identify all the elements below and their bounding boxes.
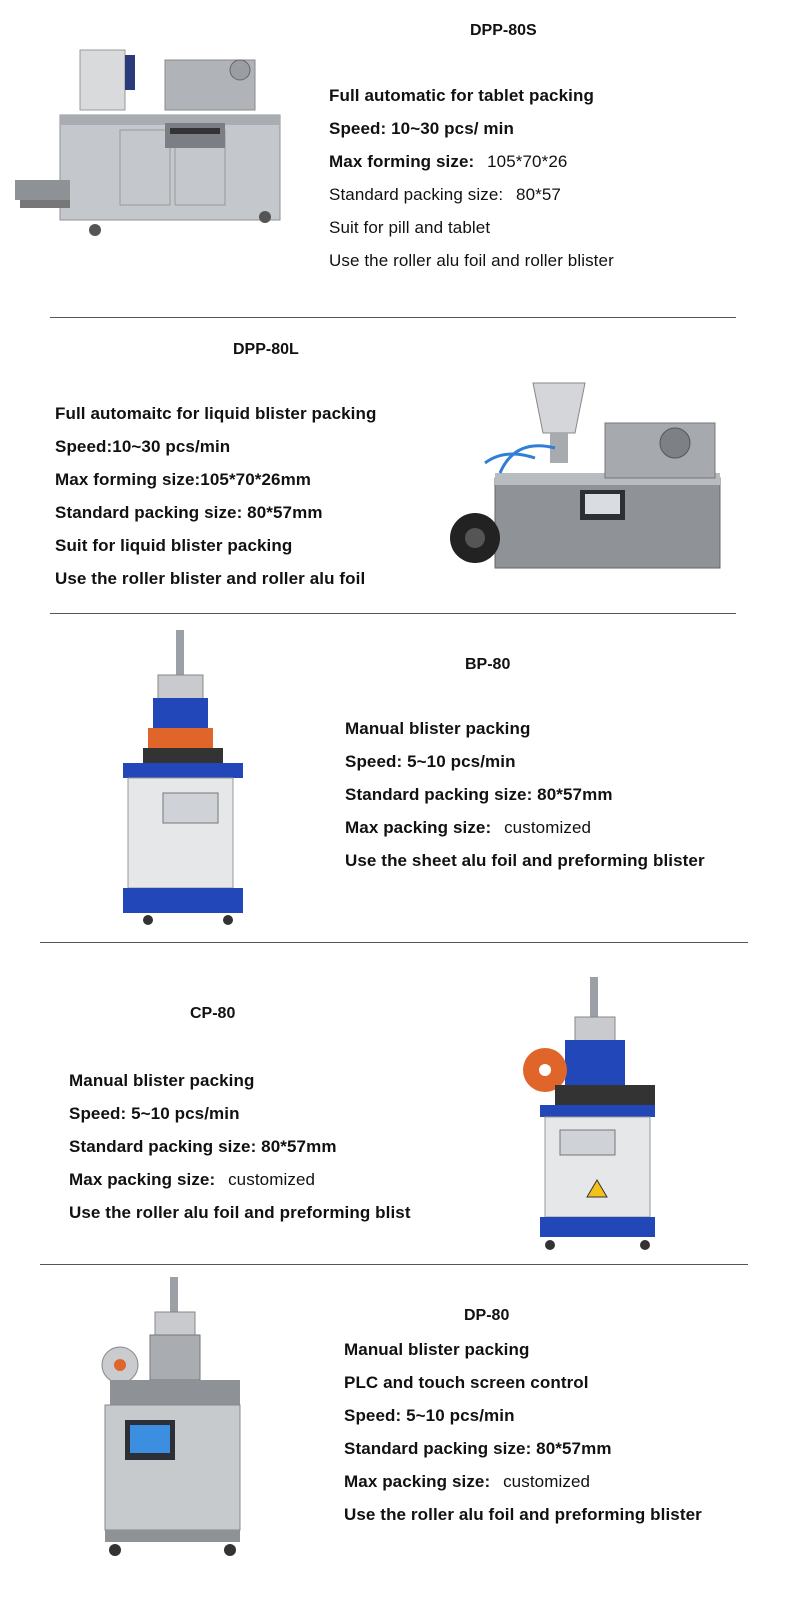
spec-line (329, 152, 567, 172)
spec-line: Standard packing size: 80*57mm (345, 785, 613, 804)
spec-line: Use the roller alu foil and preforming blister (344, 1505, 702, 1524)
spec-line: Standard packing size: 80*57mm (69, 1137, 337, 1156)
dpp-80s-machine-image (15, 45, 285, 240)
spec-line: Suit for liquid blister packing (55, 536, 293, 555)
spec-line (69, 1170, 315, 1190)
spec-line: Speed: 5~10 pcs/min (344, 1406, 515, 1425)
section-divider (50, 613, 736, 614)
spec-line (345, 818, 591, 838)
spec-line (344, 1472, 590, 1492)
model-title: BP-80 (465, 656, 511, 673)
spec-line: Manual blister packing (69, 1071, 255, 1090)
model-title: DP-80 (464, 1307, 510, 1324)
spec-line: Manual blister packing (345, 719, 531, 738)
section-divider (40, 1264, 748, 1265)
spec-label: Standard packing size: (329, 185, 504, 204)
dpp-80l-machine-image (445, 378, 735, 578)
cp-80-machine-image (520, 975, 670, 1255)
spec-line: Full automaitc for liquid blister packing (55, 404, 377, 423)
spec-line: Use the roller blister and roller alu foil (55, 569, 366, 588)
spec-line: Use the sheet alu foil and preforming blister (345, 851, 705, 870)
spec-line: Speed: 5~10 pcs/min (69, 1104, 240, 1123)
spec-value: 80*57 (516, 185, 561, 204)
spec-line: Full automatic for tablet packing (329, 86, 594, 105)
model-title: DPP-80S (470, 22, 537, 39)
section-divider (50, 317, 736, 318)
spec-value: customized (228, 1170, 316, 1189)
spec-line: Speed: 5~10 pcs/min (345, 752, 516, 771)
spec-line: Max forming size:105*70*26mm (55, 470, 312, 489)
spec-line: Standard packing size: 80*57mm (55, 503, 323, 522)
dp-80-machine-image (100, 1275, 245, 1560)
spec-value: customized (503, 1472, 591, 1491)
spec-label: Max packing size: (69, 1170, 216, 1189)
spec-value: 105*70*26 (487, 152, 568, 171)
spec-line: Suit for pill and tablet (329, 218, 491, 237)
spec-line: Speed: 10~30 pcs/ min (329, 119, 514, 138)
model-title: CP-80 (190, 1005, 236, 1022)
spec-line: Use the roller alu foil and preforming blist (69, 1203, 411, 1222)
spec-line: PLC and touch screen control (344, 1373, 589, 1392)
spec-line: Standard packing size: 80*57mm (344, 1439, 612, 1458)
spec-line: Use the roller alu foil and roller blister (329, 251, 614, 270)
spec-line: Speed:10~30 pcs/min (55, 437, 231, 456)
spec-label: Max packing size: (344, 1472, 491, 1491)
spec-label: Max forming size: (329, 152, 475, 171)
bp-80-machine-image (118, 628, 248, 928)
spec-label: Max packing size: (345, 818, 492, 837)
spec-value: customized (504, 818, 592, 837)
model-title: DPP-80L (233, 341, 299, 358)
spec-line (329, 185, 561, 205)
spec-line: Manual blister packing (344, 1340, 530, 1359)
section-divider (40, 942, 748, 943)
